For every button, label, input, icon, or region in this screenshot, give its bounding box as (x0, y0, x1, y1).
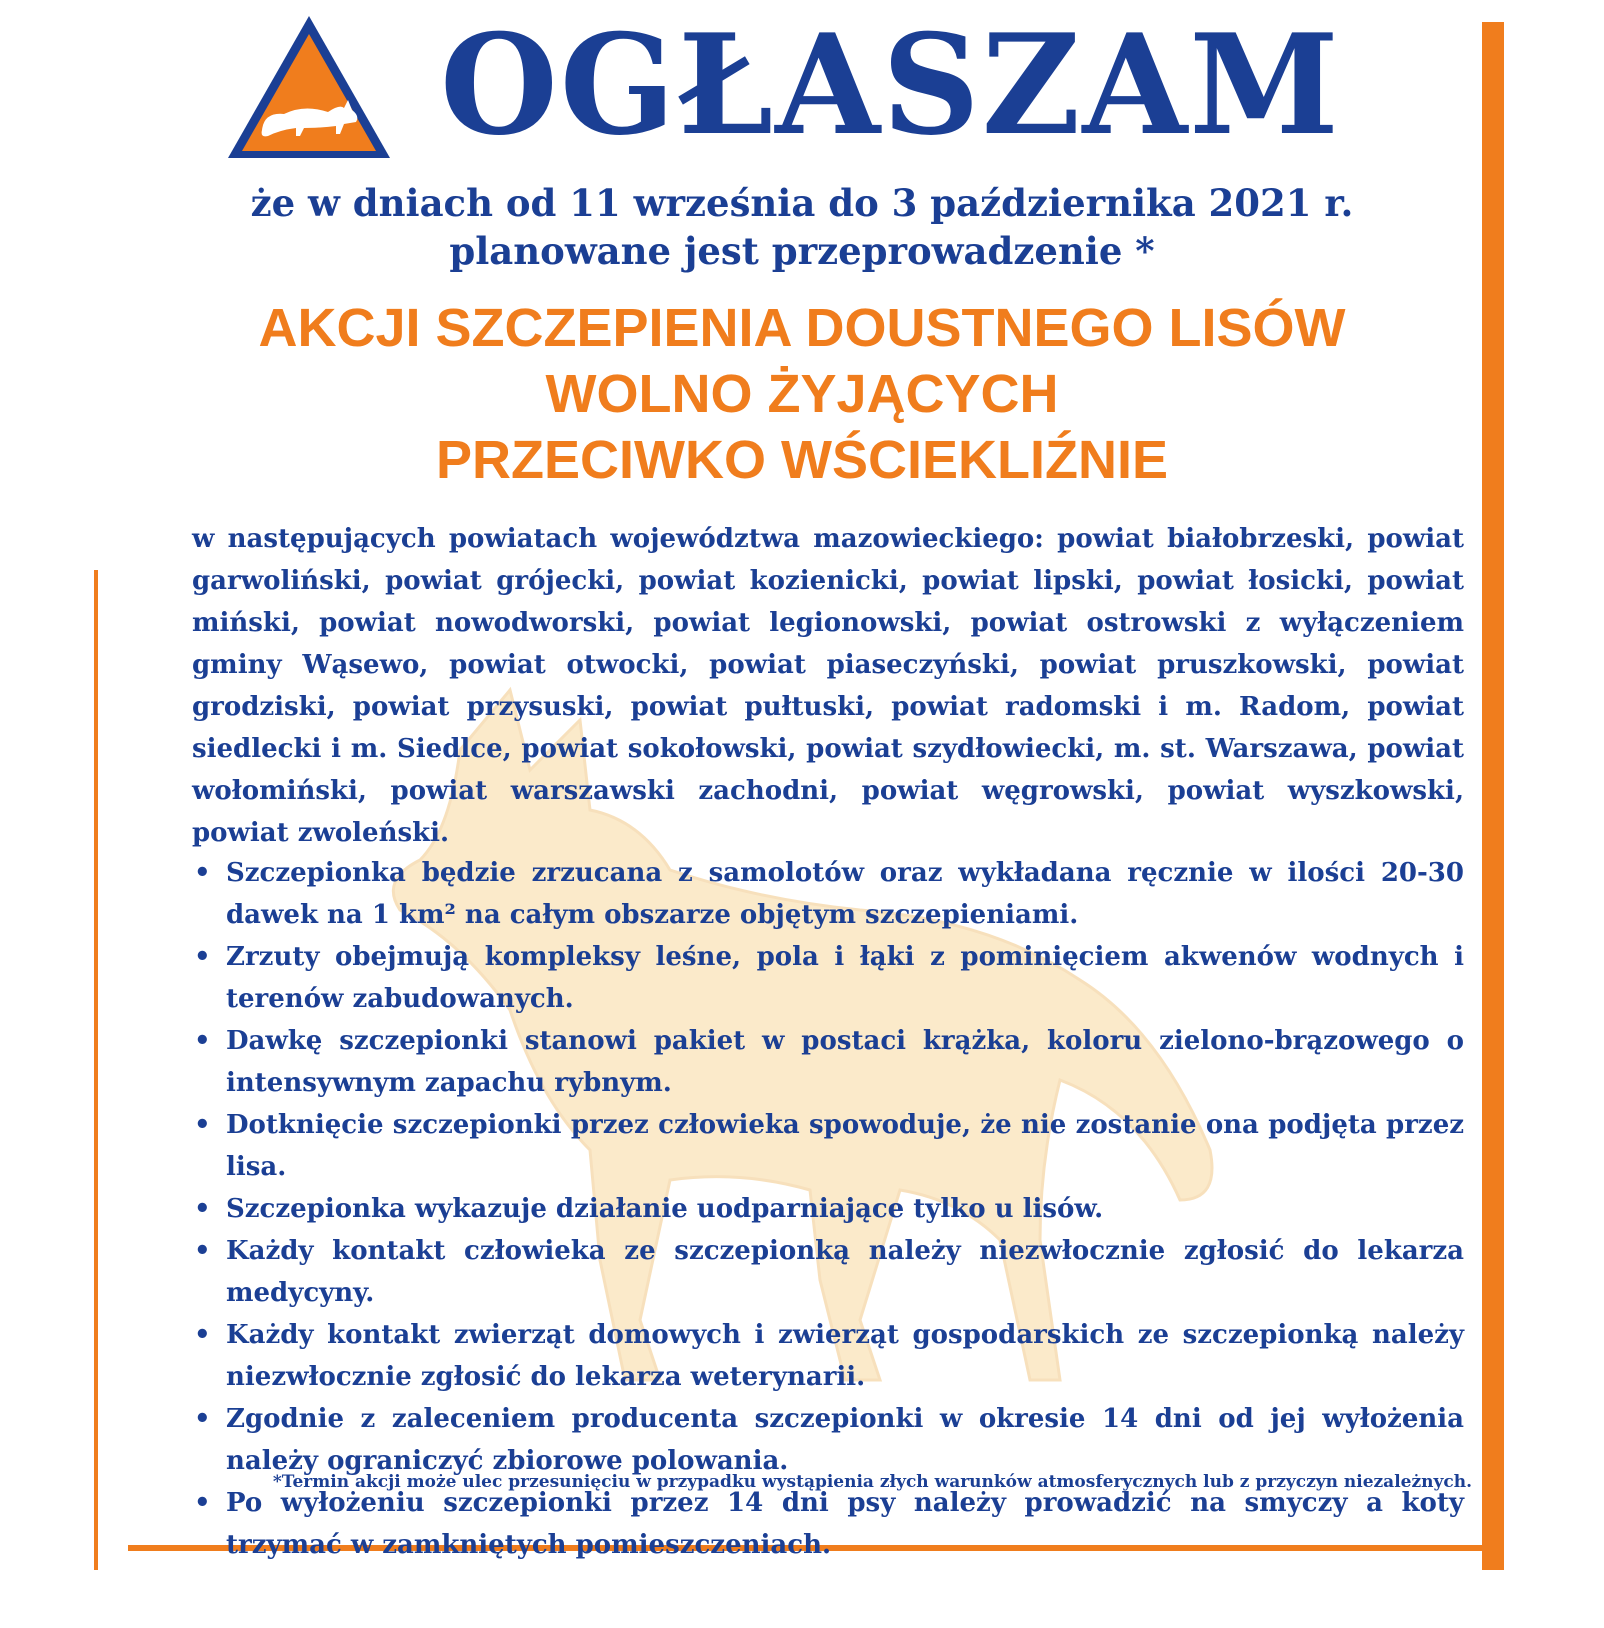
list-item-text: Dotknięcie szczepionki przez człowieka spowoduje, że nie zostanie ona podjęta przez lisa. (226, 1110, 1464, 1182)
list-item-text: Każdy kontakt zwierząt domowych i zwierząt gospodarskich ze szczepionką należy niezwłocznie zgłosić do lekarza weterynarii. (226, 1320, 1464, 1392)
fox-warning-sign-icon (224, 12, 394, 162)
planned-line: planowane jest przeprowadzenie * (449, 229, 1155, 273)
bullet-icon: • (194, 1488, 211, 1518)
list-item (192, 936, 1464, 1020)
title-line-2: WOLNO ŻYJĄCYCH (545, 364, 1059, 424)
bullet-icon: • (194, 1404, 211, 1434)
bullet-icon: • (194, 1026, 211, 1056)
list-item-text: Szczepionka będzie zrzucana z samolotów oraz wykładana ręcznie w ilości 20-30 dawek na 1 km² na całym obszarze objętym szczepieniami. (226, 858, 1464, 930)
bullet-icon: • (194, 858, 211, 888)
bullet-icon: • (194, 1110, 211, 1140)
list-item-text: Szczepionka wykazuje działanie uodparniające tylko u lisów. (226, 1194, 1104, 1224)
list-item (192, 1230, 1464, 1314)
bullet-icon: • (194, 1320, 211, 1350)
list-item (192, 1020, 1464, 1104)
districts-paragraph: w następujących powiatach województwa mazowieckiego: powiat białobrzeski, powiat garwoliński, powiat grójecki, powiat kozienicki, powiat lipski, powiat łosicki, powiat miński, powiat nowodworski, powiat legionowski, powiat ostrowski z wyłączeniem gminy Wąsewo, powiat otwocki, powiat piaseczyński, powiat pruszkowski, powiat grodziski, powiat przysuski, powiat pułtuski, powiat radomski i m. Radom, powiat siedlecki i m. Siedlce, powiat sokołowski, powiat szydłowiecki, m. st. Warszawa, powiat wołomiński, powiat warszawski zachodni, powiat węgrowski, powiat wyszkowski, powiat zwoleński. (192, 524, 1464, 848)
frame-left-border (94, 570, 98, 1570)
bullet-icon: • (194, 1236, 211, 1266)
footnote: *Termin akcji może ulec przesunięciu w przypadku wystąpienia złych warunków atmosferycznych lub z przyczyn niezależnych. (272, 1472, 1472, 1492)
title-line-3: PRZECIWKO WŚCIEKLIŹNIE (436, 430, 1168, 490)
page-headline: OGŁASZAM (440, 3, 1341, 166)
list-item-text: Po wyłożeniu szczepionki przez 14 dni psy należy prowadzić na smyczy a koty trzymać w zamkniętych pomieszczeniach. (226, 1488, 1464, 1560)
list-item (192, 1104, 1464, 1188)
list-item (192, 1482, 1464, 1566)
list-item-text: Zgodnie z zaleceniem producenta szczepionki w okresie 14 dni od jej wyłożenia należy ograniczyć zbiorowe polowania. (226, 1404, 1464, 1476)
list-item (192, 852, 1464, 936)
instructions-list (192, 852, 1464, 1566)
list-item-text: Dawkę szczepionki stanowi pakiet w postaci krążka, koloru zielono-brązowego o intensywnym zapachu rybnym. (226, 1026, 1464, 1098)
list-item (192, 1314, 1464, 1398)
list-item-text: Zrzuty obejmują kompleksy leśne, pola i łąki z pominięciem akwenów wodnych i terenów zabudowanych. (226, 942, 1464, 1014)
list-item-text: Każdy kontakt człowieka ze szczepionką należy niezwłocznie zgłosić do lekarza medycyny. (226, 1236, 1464, 1308)
title-line-1: AKCJI SZCZEPIENIA DOUSTNEGO LISÓW (258, 298, 1346, 358)
bullet-icon: • (194, 1194, 211, 1224)
list-item (192, 1188, 1464, 1230)
date-range-line: że w dniach od 11 września do 3 października 2021 r. (250, 181, 1354, 225)
bullet-icon: • (194, 942, 211, 972)
